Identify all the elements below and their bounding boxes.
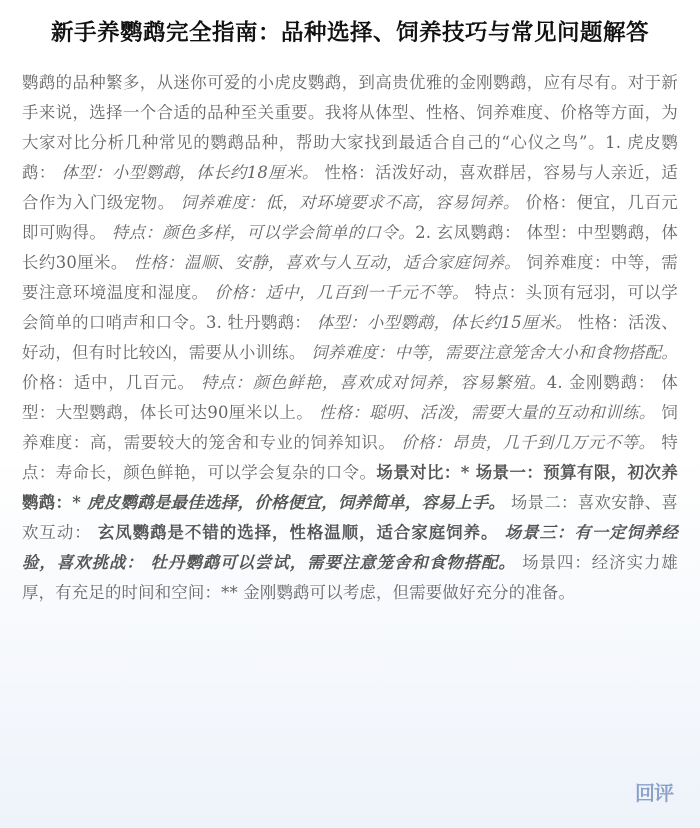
article-segment: 价格：昂贵，几千到几万元不等。 (401, 433, 656, 452)
article-segment: * 虎皮鹦鹉是最佳选择，价格便宜，饲养简单，容易上手。 (72, 493, 506, 512)
logo-text: 回评 (635, 780, 673, 805)
article-segment: 性格：活泼好动，喜欢群居，容易与人亲近，适合作为入门级宠物。 (22, 163, 679, 212)
article-segment: 饲养难度：高，需要较大的笼舍和专业的饲养知识。 (22, 403, 678, 452)
article-segment: 性格：活泼、好动，但有时比较凶，需要从小训练。 (22, 313, 678, 362)
article-segment: 玄凤鹦鹉是不错的选择，性格温顺，适合家庭饲养。 (97, 523, 499, 542)
article-segment: 价格：适中，几百元。 (22, 373, 201, 392)
article-segment: 性格：聪明、活泼，需要大量的互动和训练。 (318, 403, 656, 422)
article-segment: 鹦鹉的品种繁多，从迷你可爱的小虎皮鹦鹉，到高贵优雅的金刚鹦鹉，应有尽有。对于新手来说，选择一个合适的品种至关重要。我将从体型、性格、饲养难度、价格等方面，为大家对比分析几种常见的鹦鹉品种，帮助大家找到最适合自己的“心仪之鸟”。1. 虎皮鹦鹉： (22, 73, 678, 182)
article-segment: 特点：颜色鲜艳，喜欢成对饲养，容易繁殖。 (200, 373, 547, 392)
article-segment: 2. 玄凤鹦鹉： 体型：中型鹦鹉，体长约30厘米。 (22, 223, 678, 272)
article-segment: 饲养难度：低，对环境要求不高，容易饲养。 (180, 193, 520, 212)
article-segment: 价格：便宜，几百元即可购得。 (22, 193, 678, 242)
article-segment: 场景对比：* 场景一：预算有限，初次养鹦鹉： (22, 463, 679, 512)
article-segment: 场景二：喜欢安静、喜欢互动： (22, 493, 678, 542)
article-segment: 特点：头顶有冠羽，可以学会简单的口哨声和口令。3. 牡丹鹦鹉： (22, 283, 678, 332)
page-title: 新手养鹦鹉完全指南：品种选择、饲养技巧与常见问题解答 (50, 20, 649, 46)
article-segment: 性格：温顺、安静，喜欢与人互动，适合家庭饲养。 (133, 253, 521, 272)
article-segment: 价格：适中，几百到一千元不等。 (214, 283, 469, 302)
article-segment: 4. 金刚鹦鹉： 体型：大型鹦鹉，体长可达90厘米以上。 (22, 373, 678, 422)
article-segment: 场景三：有一定饲养经验，喜欢挑战： 牡丹鹦鹉可以尝试，需要注意笼舍和食物搭配。 (22, 523, 678, 572)
article-segment: 体型：小型鹦鹉，体长约15厘米。 (316, 313, 573, 332)
article-segment: 体型：小型鹦鹉，体长约18厘米。 (61, 163, 319, 182)
article-segment: 特点：颜色多样，可以学会简单的口令。 (111, 223, 416, 242)
article-segment: 饲养难度：中等，需要注意笼舍大小和食物搭配。 (311, 343, 678, 362)
watermark-logo (630, 778, 678, 804)
article-body (22, 68, 678, 608)
article-segment: 饲养难度：中等，需要注意环境温度和湿度。 (22, 253, 678, 302)
article-segment: 特点：寿命长，颜色鲜艳，可以学会复杂的口令。 (22, 433, 679, 482)
article-segment: 场景四：经济实力雄厚，有充足的时间和空间：** 金刚鹦鹉可以考虑，但需要做好充分的准备。 (22, 553, 678, 602)
